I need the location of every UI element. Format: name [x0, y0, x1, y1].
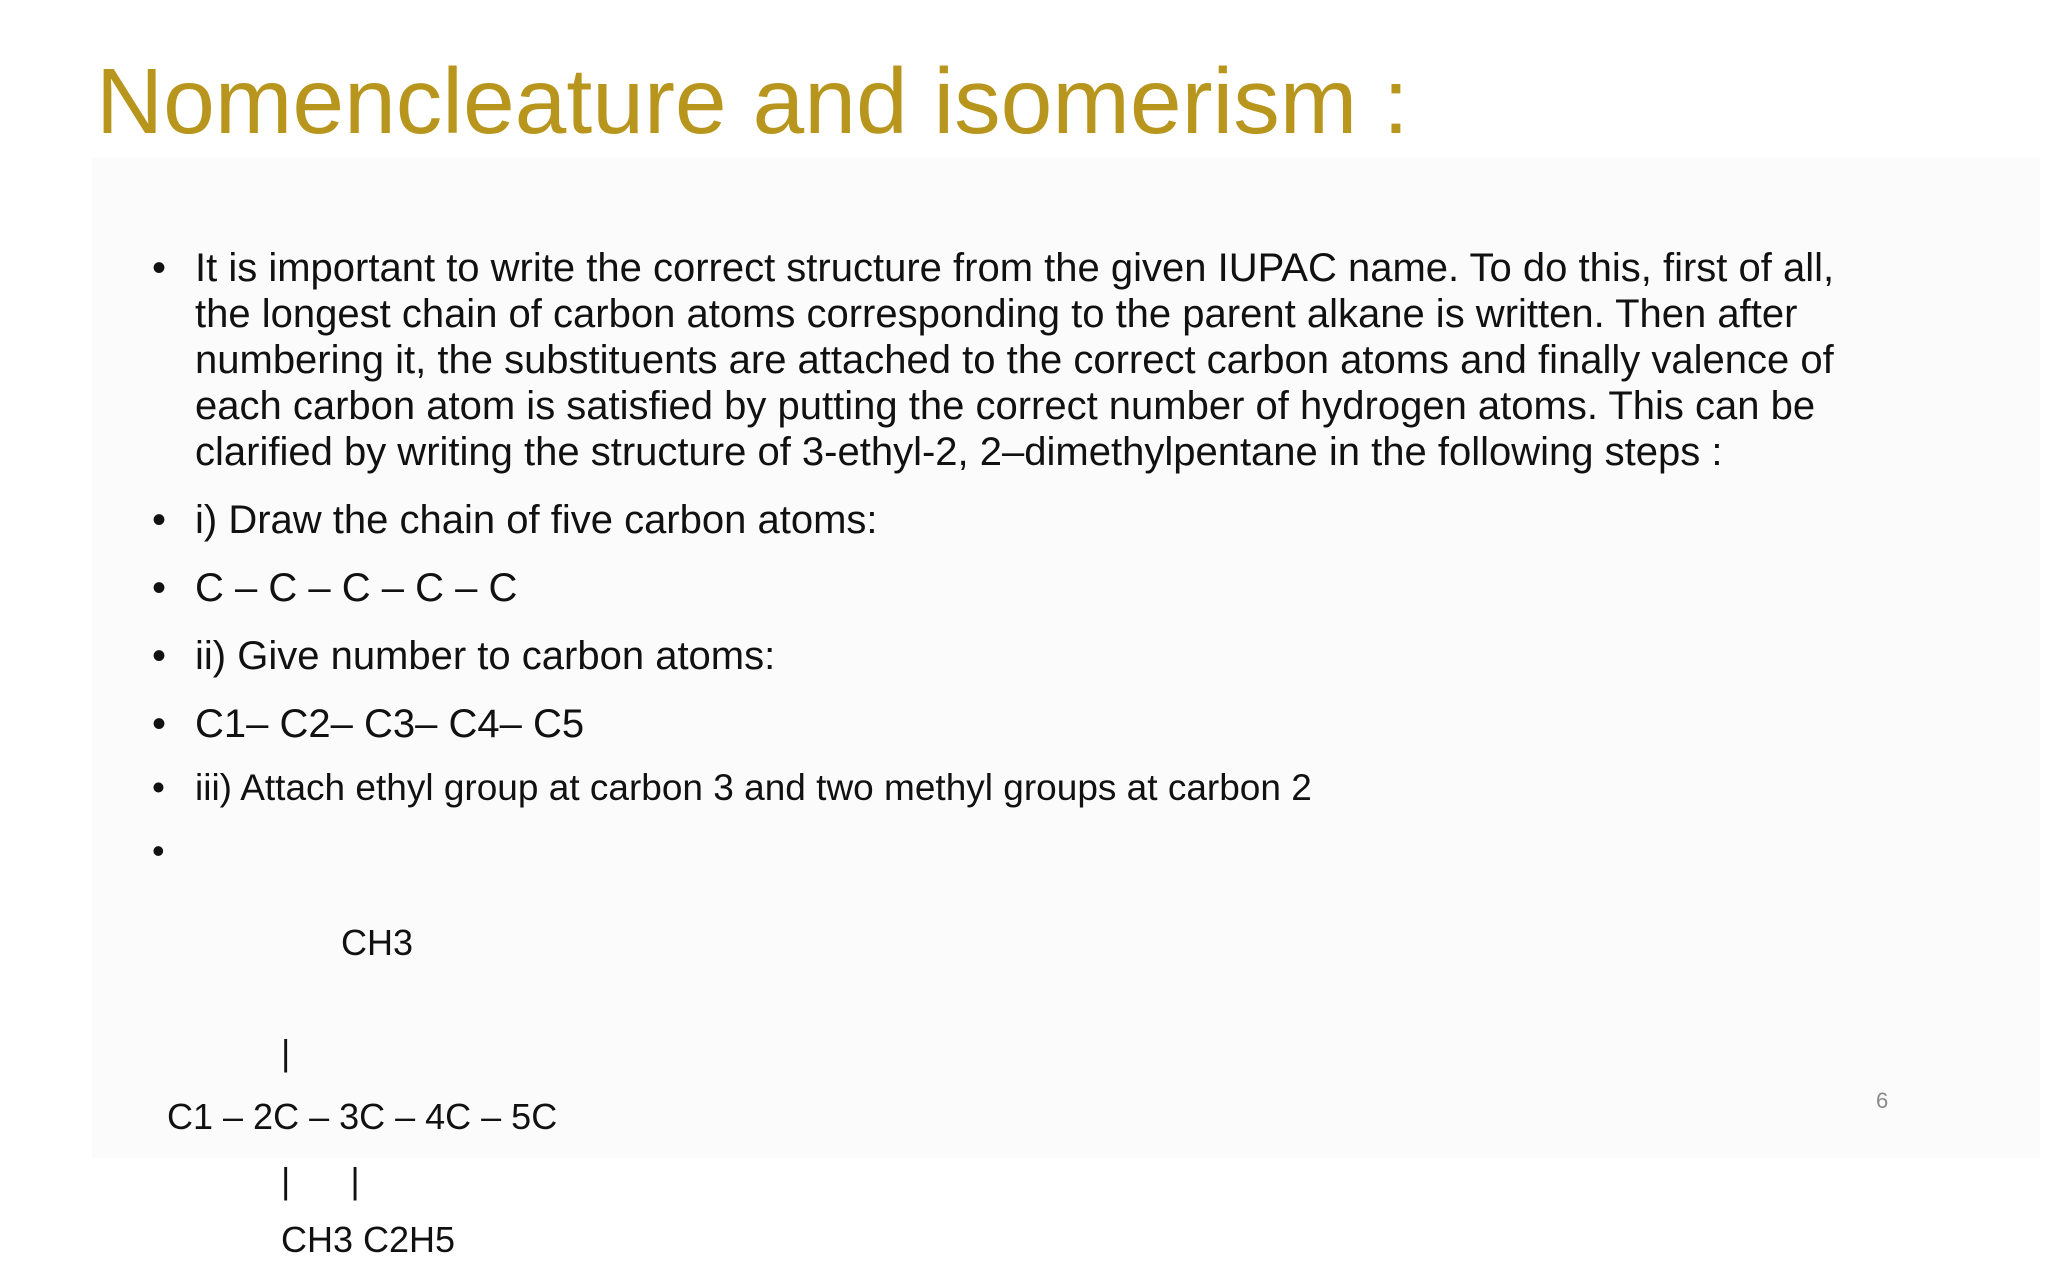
carbon-chain-text: C – C – C – C – C	[195, 566, 518, 610]
step-2-bullet	[150, 633, 1900, 679]
bullet-icon: •	[152, 702, 167, 746]
step-3-bullet	[150, 765, 1900, 811]
step-3-text: iii) Attach ethyl group at carbon 3 and two methyl groups at carbon 2	[195, 767, 1312, 808]
page-number: 6	[1876, 1088, 1889, 1113]
intro-paragraph	[150, 245, 1900, 475]
slide-title: Nomencleature and isomerism :	[96, 49, 1409, 153]
slide-content	[150, 245, 1900, 1263]
structure-bottom-groups: CH3 C2H5	[281, 1219, 456, 1260]
structure-top-group: CH3	[341, 922, 414, 963]
bullet-icon: •	[152, 566, 167, 610]
step-2-text: ii) Give number to carbon atoms:	[195, 634, 776, 678]
structure-top-bond: |	[281, 1032, 291, 1073]
bullet-icon: •	[152, 498, 167, 542]
bullet-icon: •	[152, 246, 167, 290]
structure-bottom-bonds: | |	[281, 1160, 360, 1201]
chain-bullet	[150, 565, 1900, 611]
structure-main-chain: C1 – 2C – 3C – 4C – 5C	[167, 1096, 558, 1137]
bullet-icon: •	[152, 634, 167, 678]
bullet-icon: •	[152, 767, 165, 808]
intro-text: It is important to write the correct structure from the given IUPAC name. To do this, first of all, the longest chain of carbon atoms corresponding to the parent alkane is written. Then after numbering it, the substituents are attached to the correct carbon atoms and finally valence of each carbon atom is satisfied by putting the correct number of hydrogen atoms. This can be clarified by writing the structure of 3-ethyl-2, 2–dimethylpentane in the following steps :	[195, 246, 1835, 474]
step-1-text: i) Draw the chain of five carbon atoms:	[195, 498, 878, 542]
step-1-bullet	[150, 497, 1900, 543]
bullet-icon: •	[152, 830, 165, 871]
numbered-chain-text: C1– C2– C3– C4– C5	[195, 702, 585, 746]
structure-top-group-line	[150, 828, 1900, 1012]
numbered-chain-bullet	[150, 701, 1900, 747]
